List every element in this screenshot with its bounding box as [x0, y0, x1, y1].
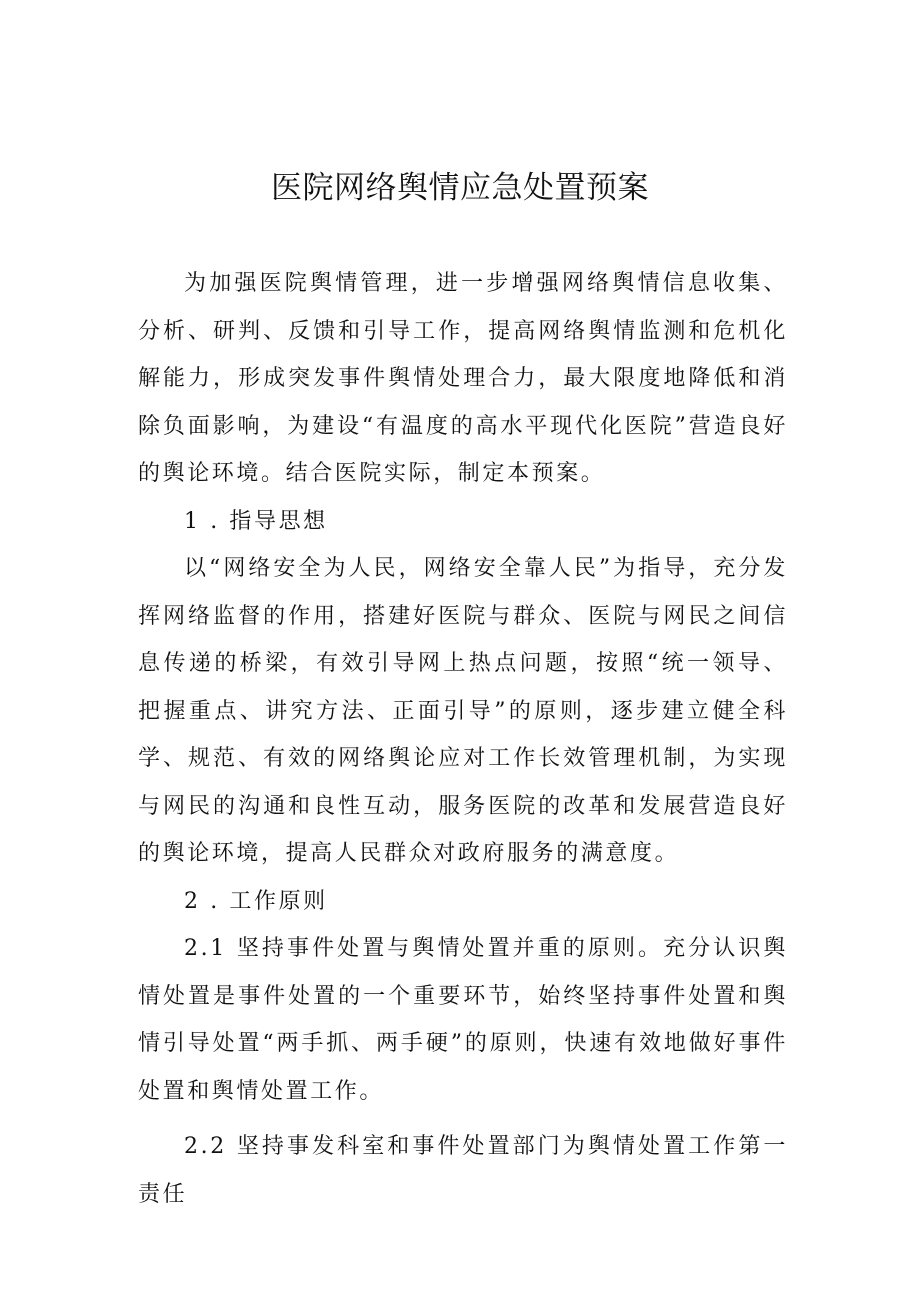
paragraph-gap: [138, 1115, 788, 1123]
principle-item-2-1: 2.1 坚持事件处置与舆情处置并重的原则。充分认识舆情处置是事件处置的一个重要环节，始终坚持事件处置和舆情引导处置“两手抓、两手硬”的原则，快速有效地做好事件处置和舆情处置工作。: [138, 936, 788, 1104]
section-heading-guiding-ideology: 1 . 指导思想: [184, 508, 328, 534]
document-body: [138, 260, 788, 1218]
intro-paragraph: 为加强医院舆情管理，进一步增强网络舆情信息收集、分析、研判、反馈和引导工作，提高网络舆情监测和危机化解能力，形成突发事件舆情处理合力，最大限度地降低和消除负面影响，为建设“有温度的高水平现代化医院”营造良好的舆论环境。结合医院实际，制定本预案。: [138, 271, 788, 486]
section-paragraph-guiding-ideology: 以“网络安全为人民，网络安全靠人民”为指导，充分发挥网络监督的作用，搭建好医院与群众、医院与网民之间信息传递的桥梁，有效引导网上热点问题，按照“统一领导、把握重点、讲究方法、正面引导”的原则，逐步建立健全科学、规范、有效的网络舆论应对工作长效管理机制，为实现与网民的沟通和良性互动，服务医院的改革和发展营造良好的舆论环境，提高人民群众对政府服务的满意度。: [138, 556, 788, 866]
section-heading-working-principles: 2 . 工作原则: [184, 888, 328, 914]
principle-item-2-2: 2.2 坚持事发科室和事件处置部门为舆情处置工作第一责任: [138, 1134, 788, 1207]
document-title: 医院网络舆情应急处置预案: [271, 170, 649, 206]
